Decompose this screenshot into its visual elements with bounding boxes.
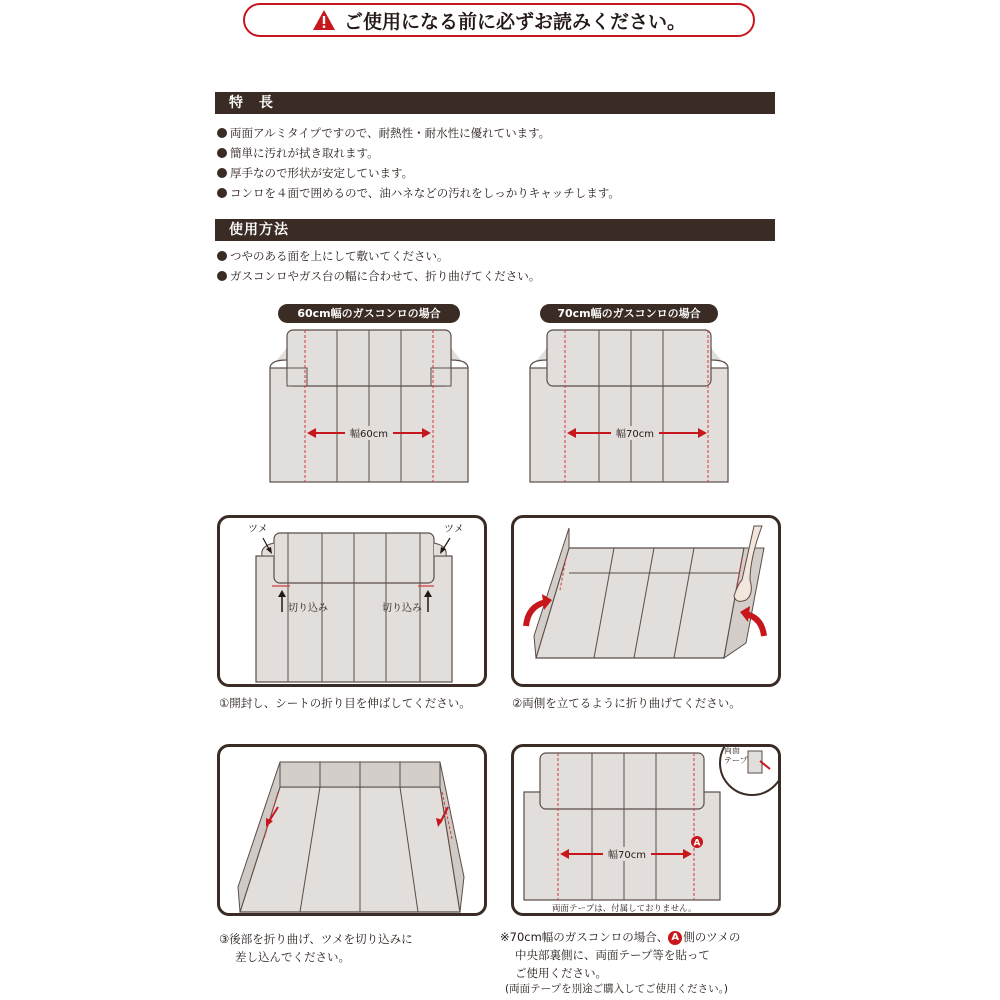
tsume-right-label: ツメ <box>444 524 464 535</box>
tape-label-1: 両面 <box>724 747 740 755</box>
usage-heading: 使用方法 <box>215 219 775 241</box>
step1-caption: ①開封し、シートの折り目を伸ばしてください。 <box>219 696 471 710</box>
diagram-70-title: 70cm幅のガスコンロの場合 <box>540 304 718 323</box>
footnote-line1 <box>500 928 740 947</box>
tape-label-2: テープ <box>724 756 748 765</box>
cut-right-label: 切り込み <box>382 603 422 614</box>
step1-illustration <box>217 515 487 687</box>
marker-a: A <box>693 838 701 849</box>
warning-icon <box>312 9 336 31</box>
list-item: ガスコンロやガス台の幅に合わせて、折り曲げてください。 <box>217 266 777 286</box>
diagram-60cm <box>265 328 475 486</box>
step2-caption: ②両側を立てるように折り曲げてください。 <box>512 696 741 710</box>
diagram-70cm <box>525 328 735 486</box>
footnote-line2: 中央部裏側に、両面テープ等を貼って <box>515 948 710 962</box>
features-heading: 特 長 <box>215 92 775 114</box>
step2-illustration <box>511 515 781 687</box>
list-item: 厚手なので形状が安定しています。 <box>217 163 777 183</box>
diagram-60-width-label: 幅60cm <box>350 429 388 440</box>
footnote-line4: (両面テープを別途ご購入してご使用ください。) <box>505 983 728 995</box>
usage-list <box>217 246 777 286</box>
footnote-marker-a: A <box>668 931 682 945</box>
step4-width-label: 幅70cm <box>608 850 646 861</box>
warning-text: ご使用になる前に必ずお読みください。 <box>343 10 686 33</box>
list-item: 両面アルミタイプですので、耐熱性・耐水性に優れています。 <box>217 123 777 143</box>
tsume-left-label: ツメ <box>248 524 268 535</box>
footnote-line3: ご使用ください。 <box>515 966 607 980</box>
footnote-suffix: 側のツメの <box>683 930 741 944</box>
step4-note: 両面テープは、付属しておりません。 <box>552 904 697 913</box>
diagram-70-width-label: 幅70cm <box>616 429 654 440</box>
features-list <box>217 123 777 203</box>
warning-banner <box>243 3 755 37</box>
step3-illustration <box>217 744 487 916</box>
cut-left-label: 切り込み <box>288 603 328 614</box>
list-item: つやのある面を上にして敷いてください。 <box>217 246 777 266</box>
diagram-60-title: 60cm幅のガスコンロの場合 <box>278 304 460 323</box>
list-item: コンロを４面で囲めるので、油ハネなどの汚れをしっかりキャッチします。 <box>217 183 777 203</box>
step3-caption-line2: 差し込んでください。 <box>235 950 350 964</box>
step3-caption-line1: ③後部を折り曲げ、ツメを切り込みに <box>219 932 413 946</box>
footnote-prefix: ※70cm幅のガスコンロの場合、 <box>500 930 669 944</box>
list-item: 簡単に汚れが拭き取れます。 <box>217 143 777 163</box>
step4-illustration <box>511 744 781 916</box>
